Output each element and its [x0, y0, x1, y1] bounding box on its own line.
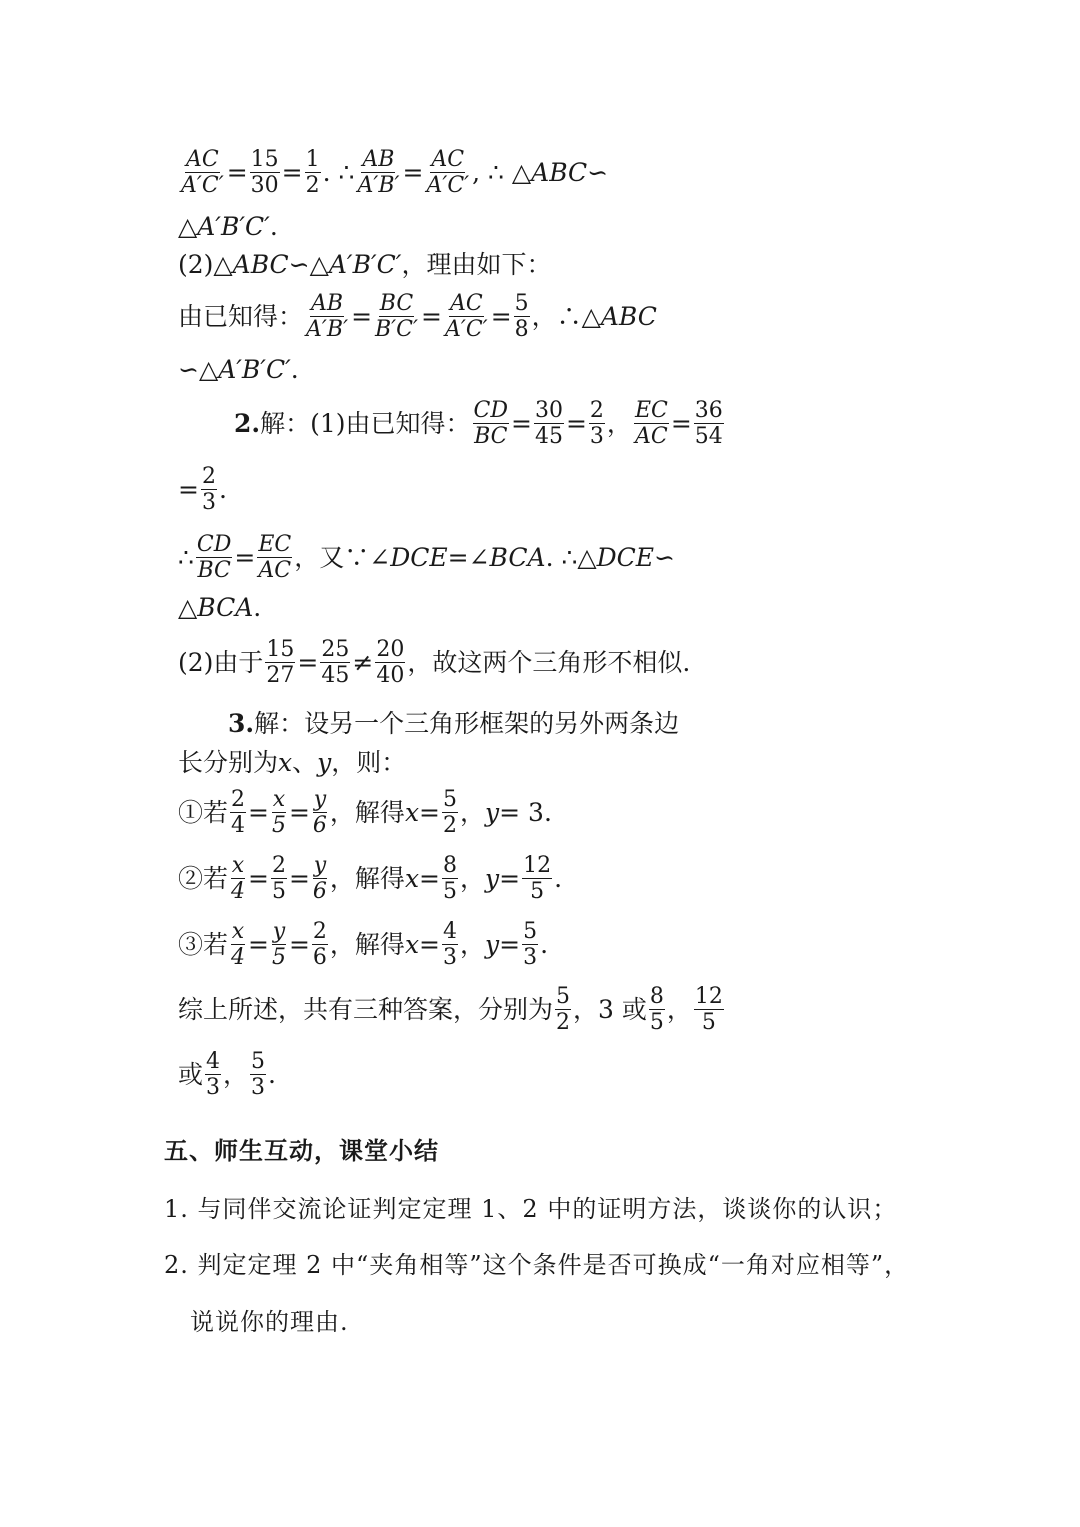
solution-line: [228, 709, 680, 738]
math-symbol: BCA: [489, 543, 546, 572]
fraction-denominator: 5: [649, 1010, 664, 1035]
text-run: =: [511, 409, 532, 438]
text-run: =: [351, 302, 373, 331]
fraction-denominator: 6: [312, 879, 327, 904]
math-symbol: ABC: [600, 302, 657, 331]
math-symbol: x: [278, 748, 293, 777]
fraction-numerator: x: [272, 786, 286, 812]
text-run: ，解得: [329, 930, 405, 959]
fraction-numerator: AB: [362, 146, 395, 172]
math-symbol: A′B′C′: [197, 212, 270, 241]
solution-line: [178, 531, 675, 583]
fraction-numerator: 36: [694, 397, 723, 423]
text-run: =: [419, 864, 440, 893]
solution-line: [178, 250, 552, 279]
fraction-denominator: 5: [530, 879, 545, 904]
solution-line: [178, 1048, 276, 1100]
fraction-denominator: AC: [635, 424, 668, 449]
fraction: [694, 399, 724, 448]
text-run: ，解得: [329, 864, 405, 893]
text-run: 解：设另一个三角形框架的另外两条边: [254, 709, 680, 738]
text-run: 或: [178, 1060, 204, 1089]
fraction-numerator: 30: [534, 397, 563, 423]
fraction-denominator: 4: [231, 879, 246, 904]
fraction: [442, 854, 458, 903]
math-symbol: A′B′C′: [328, 250, 402, 279]
text-run: =: [281, 158, 303, 187]
fraction-numerator: 5: [556, 983, 571, 1009]
text-run: ，: [223, 1060, 249, 1089]
math-symbol: y: [317, 748, 332, 777]
text-run: ③若: [178, 930, 229, 959]
fraction-numerator: y: [272, 918, 286, 944]
text-run: .: [269, 212, 278, 241]
fraction-denominator: A′C′: [444, 317, 488, 342]
fraction-numerator: AC: [185, 146, 219, 172]
fraction: [180, 148, 225, 197]
solution-line: [234, 397, 726, 449]
fraction-denominator: 3: [589, 424, 604, 449]
text-run: =: [419, 930, 440, 959]
fraction-numerator: 2: [231, 786, 246, 812]
fraction: [694, 985, 724, 1034]
text-run: 解：(1)由已知得：: [260, 409, 471, 438]
math-symbol: DCE: [390, 543, 448, 572]
text-run: .: [290, 355, 299, 384]
fraction: [522, 920, 538, 969]
text-run: =: [288, 798, 310, 827]
fraction: [473, 399, 509, 448]
fraction-denominator: 8: [514, 317, 529, 342]
fraction: [271, 854, 287, 903]
text-run: ②若: [178, 864, 229, 893]
fraction: [196, 533, 232, 582]
fraction-numerator: 12: [694, 983, 723, 1009]
math-symbol: ABC: [232, 250, 289, 279]
solution-line: [178, 748, 407, 777]
text-run: =: [226, 158, 248, 187]
math-symbol: A′B′C′: [218, 355, 291, 384]
text-run: 综上所述，共有三种答案，分别为: [178, 995, 554, 1024]
fraction-numerator: AB: [311, 290, 344, 316]
text-run: 长分别为: [178, 748, 279, 777]
fraction: [634, 399, 669, 448]
text-run: .: [540, 930, 549, 959]
fraction-denominator: 30: [250, 173, 279, 198]
section-heading: [164, 1135, 439, 1165]
solution-line: [178, 918, 549, 970]
fraction-numerator: x: [231, 918, 245, 944]
fraction-denominator: 3: [251, 1075, 266, 1100]
fraction-denominator: A′B′: [306, 317, 349, 342]
text-run: ，: [460, 930, 486, 959]
text-run: (2)△: [178, 250, 233, 279]
fraction: [230, 920, 246, 969]
solution-line: [178, 636, 691, 688]
text-run: =: [499, 864, 521, 893]
text-run: , ∴ △: [472, 158, 532, 187]
fraction-denominator: 45: [534, 424, 563, 449]
text-run: ，理由如下：: [401, 250, 552, 279]
math-symbol: x: [404, 864, 420, 893]
fraction-denominator: 6: [312, 945, 327, 970]
text-run: =: [419, 798, 440, 827]
text-run: =: [248, 864, 269, 893]
fraction-denominator: 54: [694, 424, 723, 449]
fraction-denominator: A′B′: [357, 173, 400, 198]
fraction: [555, 985, 571, 1034]
fraction-numerator: 5: [514, 290, 529, 316]
text-run: . ∴△: [545, 543, 597, 572]
fraction-denominator: BC: [197, 558, 231, 583]
fraction: [589, 399, 605, 448]
fraction-numerator: BC: [379, 290, 414, 316]
fraction: [230, 854, 246, 903]
text-run: △: [178, 593, 198, 622]
fraction-denominator: 3: [443, 945, 457, 970]
fraction-numerator: 5: [523, 918, 538, 944]
fraction-numerator: 2: [271, 852, 286, 878]
summary-item-1-text: 1. 与同伴交流论证判定定理 1、2 中的证明方法，谈谈你的认识；: [164, 1194, 898, 1223]
fraction-denominator: 5: [443, 879, 457, 904]
text-run: ，故这两个三角形不相似.: [407, 648, 691, 677]
fraction-denominator: BC: [474, 424, 508, 449]
fraction: [442, 788, 458, 837]
fraction-numerator: x: [231, 852, 245, 878]
fraction-numerator: AC: [431, 146, 465, 172]
fraction: [444, 292, 489, 341]
text-run: =: [288, 864, 310, 893]
fraction: [312, 920, 328, 969]
fraction-numerator: 15: [250, 146, 279, 172]
text-run: △: [178, 212, 198, 241]
fraction-denominator: AC: [258, 558, 292, 583]
text-run: .: [268, 1060, 276, 1089]
fraction-numerator: 20: [376, 636, 405, 662]
text-run: =∠: [447, 543, 490, 572]
text-run: = 3.: [499, 798, 552, 827]
fraction: [305, 292, 349, 341]
math-symbol: DCE∽: [596, 543, 675, 572]
solution-line: [178, 463, 227, 515]
fraction-numerator: 2: [589, 397, 604, 423]
text-run: =: [248, 798, 269, 827]
math-symbol: y: [485, 864, 500, 893]
text-run: =: [297, 648, 319, 677]
fraction-denominator: B′C′: [375, 317, 419, 342]
text-run: =: [565, 409, 587, 438]
fraction-numerator: AC: [449, 290, 483, 316]
text-run: =: [490, 302, 512, 331]
text-run: =: [288, 930, 310, 959]
fraction-numerator: y: [313, 852, 327, 878]
text-run: 、: [292, 748, 318, 777]
fraction-numerator: 5: [443, 786, 457, 812]
fraction: [205, 1050, 221, 1099]
fraction-numerator: 1: [305, 146, 320, 172]
solution-line: [178, 212, 278, 241]
summary-item-2-text: 2. 判定定理 2 中“夹角相等”这个条件是否可换成“一角对应相等”，: [164, 1250, 910, 1279]
fraction: [425, 148, 470, 197]
fraction: [250, 148, 280, 197]
fraction-denominator: 2: [556, 1010, 571, 1035]
math-symbol: y: [485, 798, 500, 827]
solution-line: [178, 852, 563, 904]
math-symbol: ABC∽: [531, 158, 609, 187]
section-heading-text: 五、师生互动，课堂小结: [164, 1135, 439, 1165]
text-run: .: [253, 593, 262, 622]
fraction-denominator: 3: [206, 1075, 221, 1100]
fraction: [442, 920, 458, 969]
text-run: ∴: [178, 543, 194, 572]
text-run: =: [248, 930, 269, 959]
fraction: [375, 638, 405, 687]
text-run: .: [554, 864, 563, 893]
text-run: 由已知得：: [178, 302, 304, 331]
text-run: ，: [460, 798, 486, 827]
text-run: ，: [606, 409, 632, 438]
solution-line: [178, 983, 726, 1035]
text-run: ∽△: [178, 355, 219, 384]
fraction: [534, 399, 564, 448]
fraction: [230, 788, 246, 837]
fraction-numerator: 8: [443, 852, 457, 878]
solution-line: [178, 593, 262, 622]
text-run: =: [499, 930, 521, 959]
text-run: ，: [460, 864, 486, 893]
fraction-denominator: 3: [523, 945, 538, 970]
summary-item-2-continued: [190, 1307, 349, 1336]
math-symbol: x: [404, 798, 420, 827]
fraction: [201, 465, 217, 514]
fraction: [356, 148, 400, 197]
fraction-denominator: 6: [312, 813, 327, 838]
solution-line: [178, 146, 609, 198]
fraction-numerator: y: [313, 786, 327, 812]
fraction-numerator: 2: [201, 463, 216, 489]
solution-line: [178, 355, 299, 384]
fraction-denominator: 4: [231, 813, 246, 838]
fraction-numerator: CD: [473, 397, 509, 423]
text-run: . ∴: [322, 158, 355, 187]
summary-item-1: [164, 1194, 898, 1223]
text-run: ，则：: [331, 748, 407, 777]
fraction: [265, 638, 295, 687]
fraction: [312, 854, 328, 903]
summary-item-2-continued-text: 说说你的理由.: [190, 1307, 349, 1336]
fraction: [320, 638, 350, 687]
fraction-numerator: EC: [258, 531, 292, 557]
fraction: [522, 854, 552, 903]
text-run: ①若: [178, 798, 229, 827]
fraction-numerator: 2: [312, 918, 327, 944]
text-run: =: [234, 543, 256, 572]
text-run: =: [402, 158, 424, 187]
fraction-numerator: CD: [196, 531, 232, 557]
text-run: ，3 或: [573, 995, 647, 1024]
fraction-denominator: 2: [443, 813, 457, 838]
solution-line: [178, 786, 552, 838]
fraction-numerator: 15: [266, 636, 295, 662]
fraction-numerator: 8: [649, 983, 664, 1009]
text-run: ，∴△: [531, 302, 601, 331]
fraction-denominator: 2: [305, 173, 320, 198]
text-run: =: [421, 302, 442, 331]
text-run: ，解得: [329, 798, 405, 827]
fraction: [374, 292, 419, 341]
fraction: [250, 1050, 266, 1099]
fraction-denominator: 5: [701, 1010, 716, 1035]
text-run: =: [670, 409, 692, 438]
fraction-denominator: A′C′: [181, 173, 224, 198]
text-run: .: [218, 475, 227, 504]
fraction-denominator: 5: [271, 879, 286, 904]
math-symbol: BCA: [197, 593, 254, 622]
text-run: 2.: [234, 409, 261, 438]
fraction-numerator: EC: [634, 397, 668, 423]
fraction-numerator: 25: [321, 636, 350, 662]
fraction-denominator: 3: [201, 490, 216, 515]
math-symbol: x: [404, 930, 420, 959]
fraction-denominator: 4: [231, 945, 246, 970]
text-run: =: [178, 475, 199, 504]
fraction-denominator: A′C′: [426, 173, 470, 198]
text-run: ≠: [352, 648, 374, 677]
fraction: [305, 148, 321, 197]
text-run: (2)由于: [178, 648, 264, 677]
text-run: ，: [666, 995, 692, 1024]
fraction-numerator: 4: [206, 1048, 221, 1074]
fraction: [271, 920, 287, 969]
fraction-denominator: 27: [266, 663, 295, 688]
fraction-denominator: 5: [271, 813, 286, 838]
fraction: [649, 985, 665, 1034]
fraction-numerator: 5: [251, 1048, 266, 1074]
fraction-denominator: 40: [376, 663, 405, 688]
fraction: [257, 533, 292, 582]
math-symbol: y: [485, 930, 500, 959]
fraction-denominator: 45: [321, 663, 350, 688]
fraction-numerator: 4: [443, 918, 457, 944]
solution-line: [178, 290, 657, 342]
summary-item-2: [164, 1250, 910, 1279]
fraction: [271, 788, 287, 837]
fraction-numerator: 12: [523, 852, 552, 878]
text-run: ∽△: [288, 250, 329, 279]
fraction: [312, 788, 328, 837]
text-run: ，又∵∠: [294, 543, 391, 572]
fraction: [514, 292, 530, 341]
text-run: 3.: [228, 709, 255, 738]
fraction-denominator: 5: [271, 945, 286, 970]
